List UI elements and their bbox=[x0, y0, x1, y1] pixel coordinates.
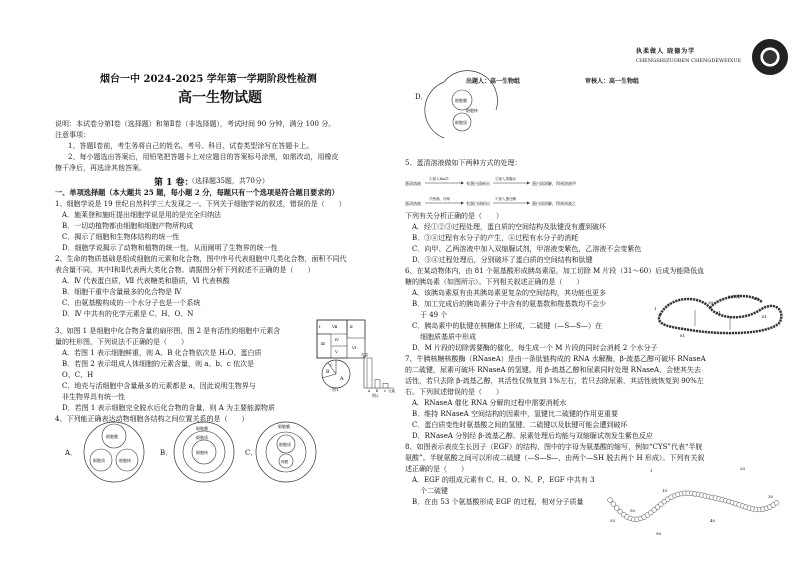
q2-option-d: D．Ⅳ 中共有的化学元素是 C、H、O、N bbox=[62, 310, 194, 318]
q6-option-d: D．M 片段的切除需要酶的催化，每生成一个 M 片段的同时会消耗 2 个水分子 bbox=[412, 344, 658, 352]
q4c-label-nuclear-membrane: 核膜 bbox=[281, 460, 288, 464]
q1-stem: 1、细胞学说是 19 世纪自然科学三大发现之一。下列关于细胞学说的叙述，错误的是（ ） bbox=[55, 200, 346, 208]
q6-stem-2: 糖的胰岛素（如图所示）。下列相关叙述正确的是（ ） bbox=[405, 278, 584, 286]
q6-option-c-cont: 细胞质基质中形成 bbox=[420, 333, 476, 341]
q8-egf-figure bbox=[590, 462, 790, 538]
q4-stem: 4、下列能正确表达动物细胞各结构之间位置关系的是（ ） bbox=[55, 415, 249, 423]
q6-label-1: 1 bbox=[654, 306, 657, 311]
q6-label-60: 60 bbox=[754, 296, 760, 301]
q3-option-c-cont: 非生物界具有统一性 bbox=[62, 393, 125, 401]
q4-option-a-diagram bbox=[82, 420, 146, 484]
q4d-label-membrane: 细胞膜 bbox=[455, 98, 467, 103]
q3-pie-chart bbox=[318, 356, 354, 392]
q3-option-b-cont: O、C、H bbox=[62, 371, 94, 379]
q4a-label-nucleus: 细胞核 bbox=[119, 458, 131, 463]
q6-option-b-cont: 于 49 个 bbox=[420, 311, 448, 319]
q2-option-b: B．细胞干重中含量最多的化合物是 Ⅳ bbox=[62, 288, 182, 296]
q5-flow2-mid: 有蛋白质析出 bbox=[466, 201, 490, 206]
q3-option-b: B．若图 2 表示组成人体细胞的元素含量，则 a、b、c 依次是 bbox=[62, 360, 255, 368]
q5-option-d: D．③④过程处理后，分别破坏了蛋白质的空间结构和肽键 bbox=[412, 256, 593, 264]
q6-label-81: 81 bbox=[680, 333, 686, 338]
q1-option-b: B．一切动植物都由细胞和细胞产物所构成 bbox=[62, 222, 194, 230]
q3-bar-label-b: b bbox=[376, 389, 379, 393]
school-motto: 执柔做人 晓德为学 bbox=[636, 48, 696, 55]
q2-label-4: Ⅳ bbox=[335, 337, 339, 342]
q1-option-d: D．细胞学说揭示了动物和植物的统一性，从而阐明了生物界的统一性 bbox=[62, 244, 278, 252]
q6-option-c: C．胰岛素中的肽键在核糖体上形成，二硫键（—S—S—）在 bbox=[412, 322, 602, 330]
q4c-label-membrane: 细胞膜 bbox=[278, 424, 290, 429]
q2-option-c: C．由氨基酸构成的一个水分子也是一个系统 bbox=[62, 299, 201, 307]
q7-line-3: 活性，若只去除 β-巯基乙醇，其活性仅恢复到 1%左右，若只去除尿素，其活性就恢复到 90%左 bbox=[405, 377, 704, 385]
q4-option-a-letter: A． bbox=[65, 449, 78, 457]
q8-option-b: B．在由 53 个氨基酸形成 EGF 的过程，相对分子质量 bbox=[412, 498, 584, 506]
q2-label-7: Ⅶ bbox=[332, 324, 338, 329]
q8-label-20: 20 bbox=[740, 466, 746, 471]
q5-flow1-mid: 有蛋白质析出 bbox=[466, 181, 490, 186]
q5-flow2-step2: ④加入蛋白酶 bbox=[495, 197, 516, 201]
q4b-label-membrane: 细胞膜 bbox=[196, 426, 208, 431]
q6-option-a: A．该胰岛素原有由其胰岛素更复杂的空间结构，其功能也更多 bbox=[412, 289, 607, 297]
q4d-label-nucleus: 细胞核 bbox=[466, 108, 478, 113]
q5-flow2-step1: ③煮沸，冷却 bbox=[429, 197, 450, 201]
q7-line-2: 的二硫键，尿素可破坏 RNaseA 的氢键。用 β-巯基乙醇和尿素同时处理 RNaseA，会使其失去 bbox=[405, 366, 702, 374]
school-title: 烟台一中 2024-2025 学年第一学期阶段性检测 bbox=[100, 74, 317, 85]
q4c-label-cytoplasm: 细胞质 bbox=[279, 442, 291, 447]
q8-label-50: 50 bbox=[630, 508, 636, 513]
q5-option-a: A．经①②③过程处理，蛋白质的空间结构及肽键没有遭到破坏 bbox=[412, 223, 607, 231]
q8-label-90: 90 bbox=[656, 531, 662, 536]
q8-label-53: 53 bbox=[610, 518, 616, 523]
q2-label-2: Ⅱ bbox=[350, 324, 353, 329]
q5-option-b: B．③④过程有水分子的产生，④过程有水分子的消耗 bbox=[412, 234, 579, 242]
q8-line-1: 8、如图表示表皮生长因子（EGF）的结构，图中的字母为氨基酸的缩写，例如“CYS”代表“半胱 bbox=[405, 443, 703, 451]
q7-line-4: 右。下列叙述错误的是（ ） bbox=[405, 388, 503, 396]
q4b-label-nucleus: 细胞核 bbox=[196, 450, 208, 455]
q1-option-c: C．揭示了细胞和生物体结构的统一性 bbox=[62, 233, 180, 241]
q4-option-c-diagram bbox=[254, 420, 318, 484]
q8-label-30: 30 bbox=[768, 494, 774, 499]
q3-option-d: D．若图 1 表示细胞完全脱水后化合物的含量，则 A 为主要能源物质 bbox=[62, 404, 276, 412]
q1-option-a: A．施莱登和施旺提出细胞学说是用的是完全归纳法 bbox=[62, 211, 222, 219]
q3-bar-c bbox=[383, 383, 388, 388]
q5-flow2-end: 蛋白质溶解，得到溶液乙 bbox=[532, 201, 576, 206]
q6-label-31: 31 bbox=[716, 310, 722, 315]
q2-label-3: Ⅲ bbox=[321, 341, 325, 346]
q7-option-c: C．蛋白质变性时氨基酸之间的氢键、二硫键以及肽键可能会遭到破坏 bbox=[412, 421, 628, 429]
egf-bead bbox=[774, 500, 779, 505]
q3-fig1-label: 图1 bbox=[332, 387, 339, 392]
part1-score: （选择题35题，共70分） bbox=[188, 177, 269, 185]
q3-option-a: A．若图 1 表示细胞鲜重，则 A、B 化合物依次是 H₂O、蛋白质 bbox=[62, 349, 262, 357]
q8-option-a-cont: 个二硫键 bbox=[420, 487, 448, 495]
q5-flow2-start: 蛋清溶液 bbox=[405, 201, 421, 206]
q8-label-1: 1 bbox=[650, 468, 653, 473]
q4-option-b-letter: B． bbox=[160, 449, 173, 457]
q5-flow1-start: 蛋清溶液 bbox=[405, 181, 421, 186]
q6-option-b: B．加工完成后的胰岛素分子中含有的氨基数和羧基数均不会少 bbox=[412, 300, 607, 308]
instruction-line-1: 说明：本试卷分第Ⅰ卷（选择题）和第Ⅱ卷（非选择题），考试时间 90 分钟，满分 100 分。 bbox=[55, 120, 336, 128]
q4-option-b-diagram bbox=[172, 420, 236, 484]
q3-x-axis-label: 元素 bbox=[388, 389, 395, 393]
q7-option-b: B．维持 RNaseA 空间结构的因素中，氢键比二硫键的作用更重要 bbox=[412, 410, 618, 418]
reviewer: 审核人：高一生物组 bbox=[585, 78, 640, 85]
q4a-label-membrane: 细胞膜 bbox=[106, 434, 118, 439]
subject-title: 高一生物试题 bbox=[178, 90, 262, 106]
q3-pie-label-b: B bbox=[326, 370, 330, 375]
q4-option-c-letter: C． bbox=[245, 449, 258, 457]
q5-flow1-step2: ②加入蒸馏水 bbox=[495, 177, 516, 181]
section-heading: 一、单项选择题（本大题共 25 题，每小题 2 分，每题只有一个选项是符合题目要求的） bbox=[55, 188, 339, 197]
q2-stem-2: 表含量不同，其中Ⅰ和Ⅱ代表两大类化合物。请据图分析下列叙述不正确的是（ ） bbox=[55, 266, 315, 274]
q3-stem-2: 量的柱形图，下列说法不正确的是（ ） bbox=[55, 338, 188, 346]
q5-ask: 下列有关分析正确的是（ ） bbox=[405, 212, 503, 220]
instruction-line-4: 2、每小题选出答案后，用铅笔把答题卡上对应题目的答案标号涂黑，如需改动，用橡皮 bbox=[68, 153, 339, 161]
q5-flowchart bbox=[405, 172, 590, 210]
school-motto-pinyin: CHENGSHIZUOREN CHENGDEWEIXUE bbox=[636, 58, 742, 64]
q4b-label-cytoplasm: 细胞质 bbox=[196, 435, 208, 440]
q7-option-a: A．RNaseA 催化 RNA 分解的过程中需要消耗水 bbox=[412, 399, 567, 407]
instruction-line-3: 1、答题Ⅰ卷前，考生务将自己的姓名、考号、科目、试卷类型涂写在答题卡上。 bbox=[68, 142, 314, 150]
instruction-line-2: 注意事项： bbox=[55, 131, 90, 139]
egf-bead bbox=[611, 502, 616, 507]
egf-bead bbox=[608, 498, 613, 503]
q6-label-m: M片段 bbox=[728, 294, 741, 299]
q3-bar-label-c: c bbox=[384, 389, 386, 393]
author: 出题人：高一生物组 bbox=[466, 78, 521, 85]
q3-fig2-label: 图2 bbox=[372, 393, 379, 398]
q2-label-6: Ⅵ bbox=[352, 345, 357, 350]
part1-title: 第 1 卷： bbox=[154, 178, 194, 188]
q5-flow1-step1: ①加入NaCl bbox=[429, 177, 449, 181]
q4a-label-cytoplasm: 细胞质 bbox=[93, 458, 105, 463]
q8-line-3: 述正确的是（ ） bbox=[405, 465, 468, 473]
q3-pie-label-a: A bbox=[340, 376, 344, 382]
q5-option-c: C．向甲、乙两溶液中加入双缩脲试剂，甲溶液变紫色，乙溶液不会变紫色 bbox=[412, 245, 642, 253]
q6-label-61: 61 bbox=[762, 314, 768, 319]
q3-bar-chart bbox=[360, 352, 396, 398]
instruction-line-5: 擦干净后，再选涂其他答案。 bbox=[55, 164, 146, 172]
q3-stem-1: 3、如图 1 是细胞中化合物含量的扇形图，图 2 是有活性的细胞中元素含 bbox=[55, 327, 281, 335]
q8-label-40: 40 bbox=[710, 518, 716, 523]
school-logo-icon bbox=[752, 39, 788, 75]
q2-label-5: Ⅴ bbox=[335, 349, 338, 354]
q6-label-30: 30 bbox=[708, 300, 714, 305]
q3-pie-label-c: C bbox=[330, 363, 333, 367]
q7-line-1: 7、牛胰核糖核酸酶（RNaseA）是由一条肽链构成的 RNA 水解酶，β-巯基乙醇可破坏 RNaseA bbox=[405, 355, 706, 363]
q8-option-a: A．EGF 的组成元素有 C、H、O、N、P，EGF 中共有 3 bbox=[412, 476, 595, 484]
q3-bar-a bbox=[367, 358, 372, 388]
q2-stem-1: 2、生命的物质基础是组成细胞的元素和化合物，图中序号代表细胞中几类化合物，面积不同代 bbox=[55, 255, 347, 263]
q3-option-c: C．地壳与活细胞中含量最多的元素都是 a，因此说明生物界与 bbox=[62, 382, 256, 390]
q5-flow1-end: 蛋白质溶解，得到溶液甲 bbox=[532, 181, 576, 186]
q2-figure bbox=[316, 319, 366, 359]
q2-label-1: Ⅰ bbox=[319, 324, 321, 329]
q3-bar-label-a: a bbox=[368, 389, 371, 393]
q4-option-d-diagram bbox=[436, 78, 506, 142]
q4d-label-cytoplasm: 细胞质 bbox=[455, 120, 467, 125]
q7-option-d: D．RNaseA 分别经 β-巯基乙醇、尿素处理后均能与双缩脲试剂发生紫色反应 bbox=[412, 432, 653, 440]
q5-stem: 5、蛋清溶液做如下两种方式的处理： bbox=[405, 159, 522, 167]
q3-bar-b bbox=[375, 380, 380, 388]
q4-option-d-letter: D． bbox=[415, 93, 428, 101]
q8-line-2: 氨酸”。半胱氨酸之间可以形成二硫键（—S—S—，由两个—SH 脱去两个 H 形成）。下列有关叙 bbox=[405, 454, 705, 462]
q6-insulin-figure bbox=[650, 290, 790, 340]
q6-stem-1: 6、在某动物体内，由 81 个氨基酸形成胰岛素原，加工切除 M 片段（31～60）后成为能降低血 bbox=[405, 267, 705, 275]
q3-y-axis-label: 含量 bbox=[361, 353, 368, 357]
q2-option-a: A．Ⅳ 代表蛋白质，Ⅶ 代表糖类和脂质，Ⅵ 代表核酸 bbox=[62, 277, 230, 285]
q8-label-10: 10 bbox=[662, 488, 668, 493]
